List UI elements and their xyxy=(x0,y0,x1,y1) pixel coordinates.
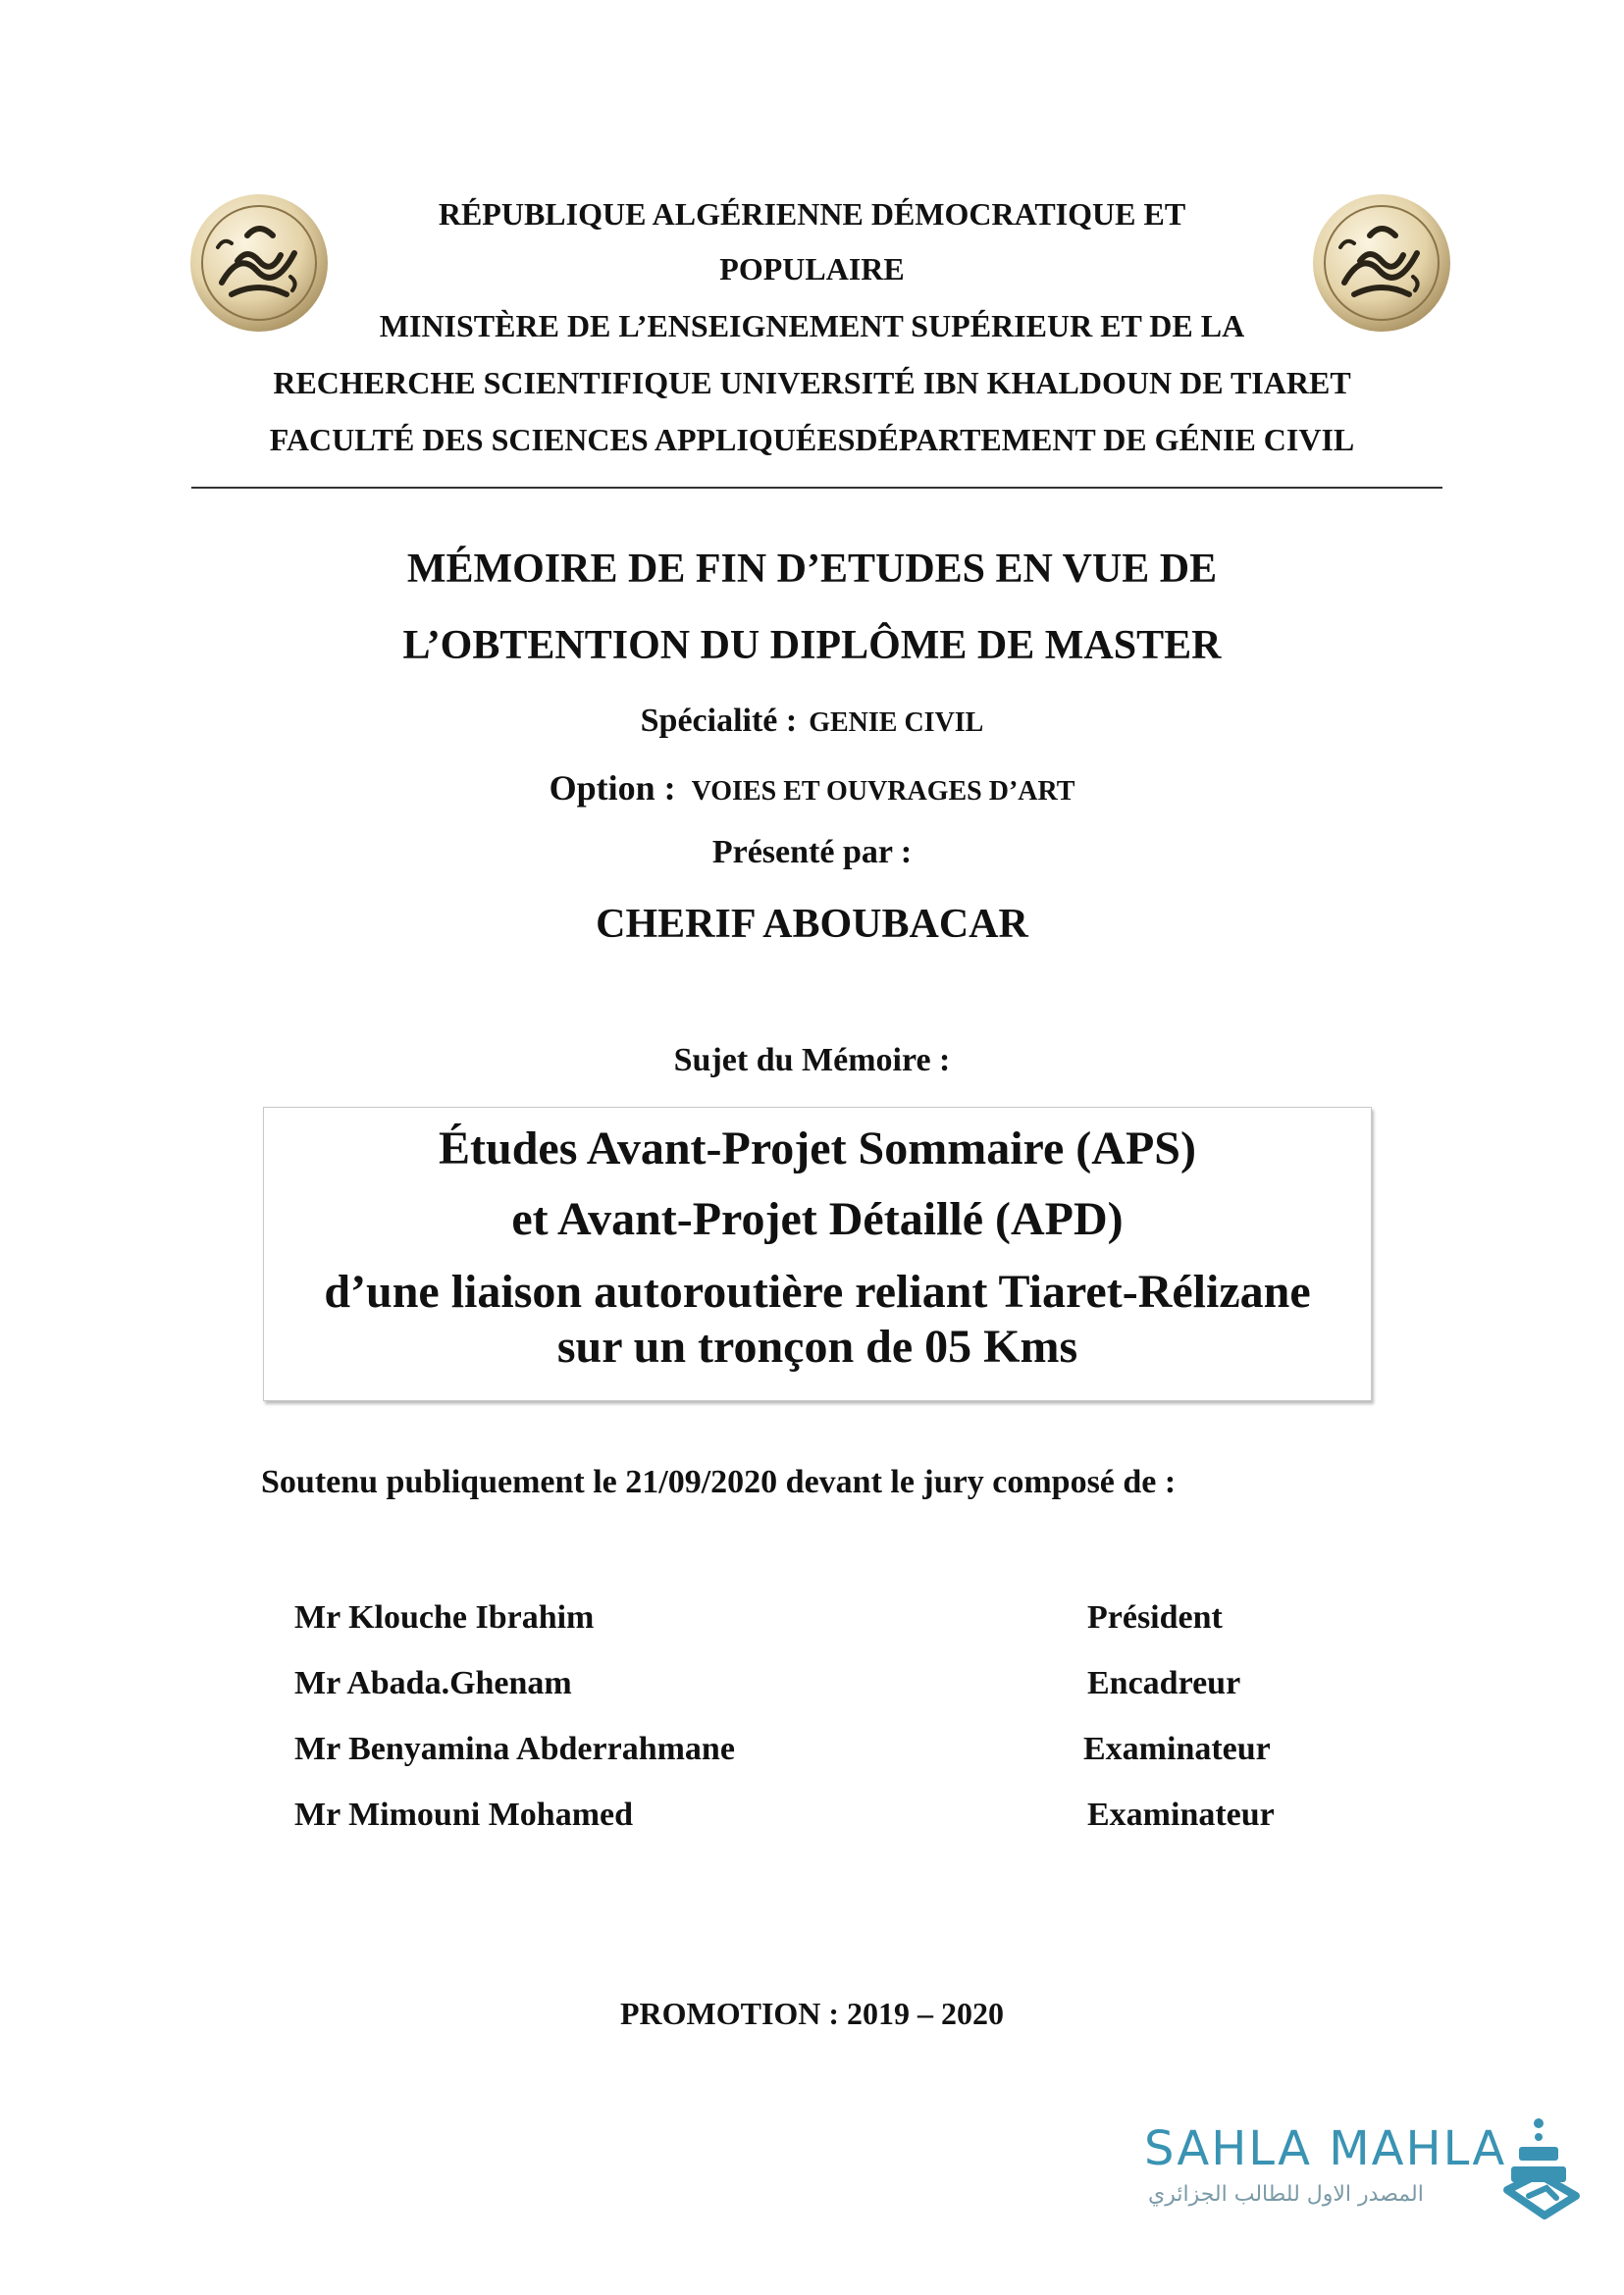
brand-tagline: المصدر الاول للطالب الجزائري xyxy=(1148,2182,1424,2207)
subject-line: Études Avant-Projet Sommaire (APS) xyxy=(439,1122,1196,1174)
jury-member-role: Examinateur xyxy=(1087,1797,1275,1833)
header-line: POPULAIRE xyxy=(719,251,905,287)
brand-name: SAHLA MAHLA xyxy=(1144,2121,1507,2176)
header-line: MINISTÈRE DE L’ENSEIGNEMENT SUPÉRIEUR ET DE LA xyxy=(379,308,1245,343)
subject-line: d’une liaison autoroutière reliant Tiaret-Rélizane xyxy=(324,1266,1311,1318)
sahla-mahla-watermark xyxy=(1138,2121,1590,2239)
promotion-label: PROMOTION : 2019 – 2020 xyxy=(619,1996,1005,2031)
option-value: VOIES ET OUVRAGES D’ART xyxy=(691,776,1075,807)
subject-line: sur un tronçon de 05 Kms xyxy=(556,1321,1078,1373)
specialty-row xyxy=(0,703,1624,740)
thesis-title-line: L’OBTENTION DU DIPLÔME DE MASTER xyxy=(402,623,1222,668)
option-row xyxy=(0,767,1624,808)
header-line: RECHERCHE SCIENTIFIQUE UNIVERSITÉ IBN KHALDOUN DE TIARET xyxy=(273,365,1351,400)
jury-member-role: Encadreur xyxy=(1087,1665,1241,1701)
subject-line: et Avant-Projet Détaillé (APD) xyxy=(511,1193,1124,1245)
jury-member-role: Examinateur xyxy=(1083,1731,1271,1767)
author-name: CHERIF ABOUBACAR xyxy=(596,902,1028,947)
presented-by-label: Présenté par : xyxy=(711,834,913,870)
sahla-mahla-logo-icon xyxy=(1499,2113,1590,2223)
specialty-value: GENIE CIVIL xyxy=(809,707,984,738)
option-label: Option : xyxy=(549,768,676,808)
thesis-title-line: MÉMOIRE DE FIN D’ETUDES EN VUE DE xyxy=(406,547,1218,592)
jury-member-name: Mr Benyamina Abderrahmane xyxy=(294,1731,735,1767)
jury-member-name: Mr Abada.Ghenam xyxy=(294,1665,572,1701)
subject-label: Sujet du Mémoire : xyxy=(673,1042,951,1078)
header-line: RÉPUBLIQUE ALGÉRIENNE DÉMOCRATIQUE ET xyxy=(438,196,1186,232)
subject-box xyxy=(263,1107,1372,1401)
jury-member-name: Mr Mimouni Mohamed xyxy=(294,1797,634,1833)
header-line: FACULTÉ DES SCIENCES APPLIQUÉESDÉPARTEMENT DE GÉNIE CIVIL xyxy=(269,422,1355,457)
defense-statement: Soutenu publiquement le 21/09/2020 devant le jury composé de : xyxy=(261,1464,1177,1500)
jury-member-name: Mr Klouche Ibrahim xyxy=(294,1599,595,1636)
header-divider xyxy=(191,487,1442,489)
specialty-label: Spécialité : xyxy=(640,703,798,739)
jury-member-role: Président xyxy=(1087,1599,1223,1636)
